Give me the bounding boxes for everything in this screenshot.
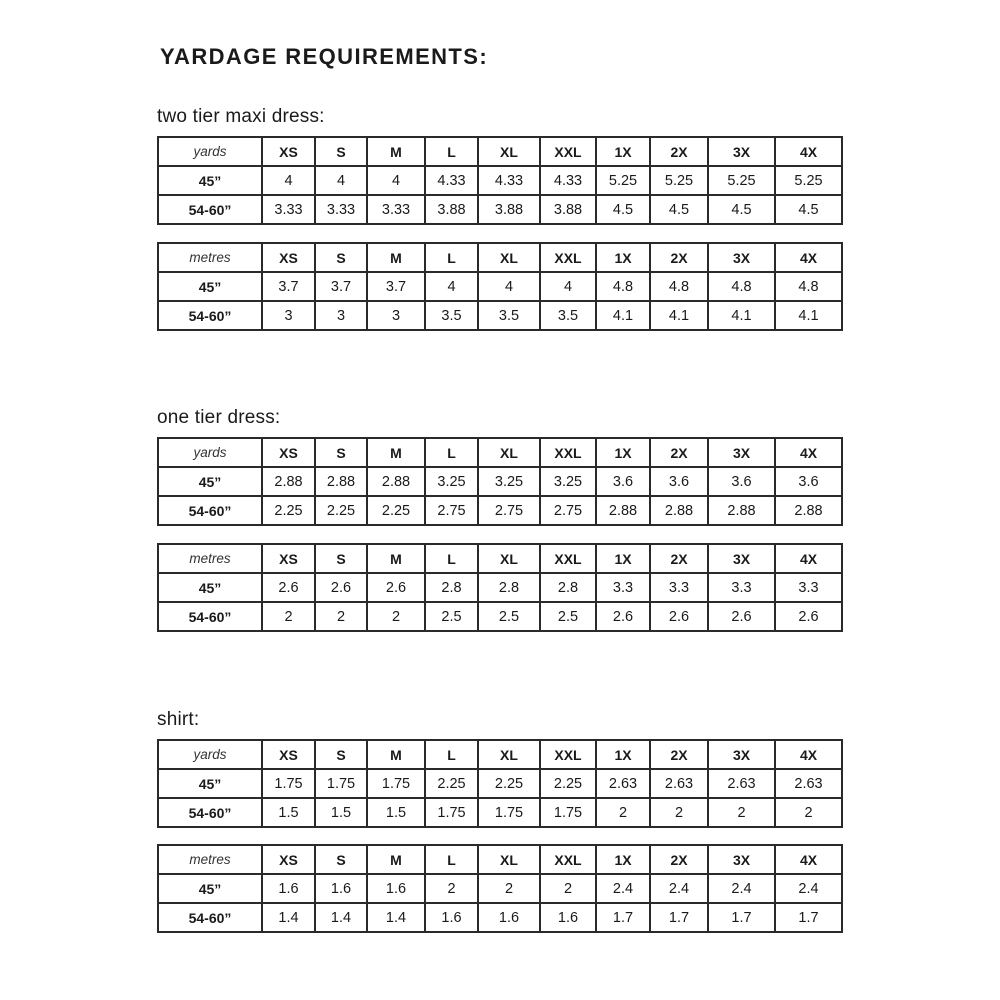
value-cell: 1.75 [425, 798, 478, 827]
fabric-width-label: 45” [158, 467, 262, 496]
value-cell: 2.63 [775, 769, 842, 798]
value-cell: 4 [478, 272, 540, 301]
value-cell: 5.25 [775, 166, 842, 195]
value-cell: 1.75 [262, 769, 315, 798]
value-cell: 2 [262, 602, 315, 631]
value-cell: 2.4 [708, 874, 775, 903]
size-header: XXL [540, 137, 596, 166]
value-cell: 3.5 [540, 301, 596, 330]
value-cell: 2.4 [775, 874, 842, 903]
value-cell: 3.25 [540, 467, 596, 496]
table-row [158, 166, 842, 195]
value-cell: 2 [367, 602, 425, 631]
value-cell: 4.5 [596, 195, 650, 224]
value-cell: 2.75 [478, 496, 540, 525]
value-cell: 3.88 [425, 195, 478, 224]
value-cell: 3.7 [367, 272, 425, 301]
table-row [158, 573, 842, 602]
value-cell: 1.6 [478, 903, 540, 932]
size-header: XXL [540, 845, 596, 874]
value-cell: 2.63 [708, 769, 775, 798]
value-cell: 2.88 [596, 496, 650, 525]
value-cell: 2.8 [425, 573, 478, 602]
table-row [158, 769, 842, 798]
size-header: M [367, 243, 425, 272]
size-header: L [425, 845, 478, 874]
size-header: 4X [775, 544, 842, 573]
header-row [158, 544, 842, 573]
fabric-width-label: 45” [158, 573, 262, 602]
unit-label: yards [158, 438, 262, 467]
size-header: S [315, 544, 367, 573]
size-header: 2X [650, 544, 708, 573]
size-header: 2X [650, 845, 708, 874]
value-cell: 2.25 [367, 496, 425, 525]
fabric-width-label: 54-60” [158, 798, 262, 827]
value-cell: 2.25 [478, 769, 540, 798]
section-title-two-tier-maxi-dress: two tier maxi dress: [157, 106, 325, 127]
size-header: M [367, 740, 425, 769]
shirt-metres-table [157, 844, 843, 933]
unit-label: yards [158, 740, 262, 769]
size-header: 2X [650, 137, 708, 166]
size-header: XL [478, 137, 540, 166]
size-header: 1X [596, 544, 650, 573]
value-cell: 2.88 [775, 496, 842, 525]
value-cell: 2.88 [315, 467, 367, 496]
size-header: M [367, 438, 425, 467]
header-row [158, 845, 842, 874]
value-cell: 3.6 [775, 467, 842, 496]
size-header: 1X [596, 438, 650, 467]
value-cell: 1.6 [540, 903, 596, 932]
value-cell: 3.6 [650, 467, 708, 496]
value-cell: 2.6 [367, 573, 425, 602]
value-cell: 4.1 [650, 301, 708, 330]
value-cell: 2.6 [775, 602, 842, 631]
value-cell: 4 [315, 166, 367, 195]
value-cell: 4.1 [596, 301, 650, 330]
header-row [158, 243, 842, 272]
value-cell: 3.88 [540, 195, 596, 224]
value-cell: 4.8 [708, 272, 775, 301]
value-cell: 1.75 [478, 798, 540, 827]
page-title: YARDAGE REQUIREMENTS: [160, 44, 489, 69]
size-header: S [315, 137, 367, 166]
value-cell: 3.3 [650, 573, 708, 602]
two-tier-yards-table [157, 136, 843, 225]
value-cell: 3.7 [315, 272, 367, 301]
value-cell: 1.4 [262, 903, 315, 932]
size-header: S [315, 845, 367, 874]
size-header: XS [262, 544, 315, 573]
header-row [158, 438, 842, 467]
size-header: XL [478, 845, 540, 874]
unit-label: metres [158, 845, 262, 874]
table-row [158, 798, 842, 827]
value-cell: 3.33 [315, 195, 367, 224]
value-cell: 4.1 [775, 301, 842, 330]
value-cell: 1.4 [315, 903, 367, 932]
size-header: M [367, 544, 425, 573]
unit-label: yards [158, 137, 262, 166]
fabric-width-label: 54-60” [158, 195, 262, 224]
fabric-width-label: 54-60” [158, 903, 262, 932]
unit-label: metres [158, 243, 262, 272]
value-cell: 3.33 [262, 195, 315, 224]
value-cell: 3.25 [478, 467, 540, 496]
value-cell: 2.4 [596, 874, 650, 903]
size-header: 4X [775, 137, 842, 166]
value-cell: 1.5 [367, 798, 425, 827]
value-cell: 2.6 [650, 602, 708, 631]
value-cell: 3.33 [367, 195, 425, 224]
size-header: XL [478, 740, 540, 769]
value-cell: 1.7 [596, 903, 650, 932]
size-header: XS [262, 137, 315, 166]
value-cell: 1.4 [367, 903, 425, 932]
value-cell: 2.75 [425, 496, 478, 525]
value-cell: 3.3 [708, 573, 775, 602]
value-cell: 4 [425, 272, 478, 301]
value-cell: 2 [708, 798, 775, 827]
size-header: 4X [775, 845, 842, 874]
value-cell: 2.8 [540, 573, 596, 602]
value-cell: 3.88 [478, 195, 540, 224]
value-cell: 2 [596, 798, 650, 827]
value-cell: 2.75 [540, 496, 596, 525]
size-header: 3X [708, 740, 775, 769]
fabric-width-label: 45” [158, 166, 262, 195]
value-cell: 2 [425, 874, 478, 903]
size-header: M [367, 137, 425, 166]
value-cell: 4.33 [540, 166, 596, 195]
value-cell: 1.75 [315, 769, 367, 798]
size-header: XXL [540, 544, 596, 573]
value-cell: 1.7 [775, 903, 842, 932]
size-header: XL [478, 243, 540, 272]
value-cell: 1.6 [315, 874, 367, 903]
value-cell: 2.5 [540, 602, 596, 631]
value-cell: 3 [367, 301, 425, 330]
size-header: 3X [708, 438, 775, 467]
value-cell: 3.5 [425, 301, 478, 330]
table-row [158, 467, 842, 496]
size-header: 4X [775, 740, 842, 769]
value-cell: 2.25 [540, 769, 596, 798]
size-header: 3X [708, 243, 775, 272]
size-header: L [425, 438, 478, 467]
value-cell: 3.6 [708, 467, 775, 496]
value-cell: 5.25 [596, 166, 650, 195]
size-header: 4X [775, 438, 842, 467]
value-cell: 2.25 [425, 769, 478, 798]
fabric-width-label: 54-60” [158, 301, 262, 330]
value-cell: 1.6 [367, 874, 425, 903]
one-tier-yards-table [157, 437, 843, 526]
size-header: XS [262, 243, 315, 272]
two-tier-metres-table [157, 242, 843, 331]
value-cell: 3 [315, 301, 367, 330]
value-cell: 3.5 [478, 301, 540, 330]
value-cell: 4 [540, 272, 596, 301]
value-cell: 1.6 [425, 903, 478, 932]
value-cell: 2 [315, 602, 367, 631]
value-cell: 3.7 [262, 272, 315, 301]
size-header: XS [262, 438, 315, 467]
table-row [158, 301, 842, 330]
size-header: 3X [708, 845, 775, 874]
table-row [158, 602, 842, 631]
size-header: XS [262, 740, 315, 769]
size-header: L [425, 544, 478, 573]
value-cell: 2.88 [367, 467, 425, 496]
value-cell: 4.8 [775, 272, 842, 301]
table-row [158, 903, 842, 932]
section-title-shirt: shirt: [157, 709, 200, 730]
value-cell: 1.75 [540, 798, 596, 827]
size-header: XXL [540, 438, 596, 467]
fabric-width-label: 45” [158, 874, 262, 903]
value-cell: 2 [650, 798, 708, 827]
size-header: 3X [708, 137, 775, 166]
size-header: 2X [650, 243, 708, 272]
table-row [158, 272, 842, 301]
size-header: L [425, 243, 478, 272]
table-row [158, 874, 842, 903]
value-cell: 5.25 [708, 166, 775, 195]
value-cell: 2.8 [478, 573, 540, 602]
size-header: XXL [540, 243, 596, 272]
value-cell: 1.6 [262, 874, 315, 903]
table-row [158, 496, 842, 525]
size-header: 1X [596, 740, 650, 769]
value-cell: 2.6 [262, 573, 315, 602]
value-cell: 2 [540, 874, 596, 903]
value-cell: 4.33 [478, 166, 540, 195]
value-cell: 1.7 [650, 903, 708, 932]
size-header: XL [478, 544, 540, 573]
value-cell: 4.8 [596, 272, 650, 301]
value-cell: 4.5 [775, 195, 842, 224]
value-cell: 3.3 [596, 573, 650, 602]
value-cell: 2.6 [315, 573, 367, 602]
value-cell: 2.5 [425, 602, 478, 631]
unit-label: metres [158, 544, 262, 573]
header-row [158, 137, 842, 166]
value-cell: 1.7 [708, 903, 775, 932]
size-header: M [367, 845, 425, 874]
value-cell: 2 [478, 874, 540, 903]
fabric-width-label: 54-60” [158, 496, 262, 525]
fabric-width-label: 54-60” [158, 602, 262, 631]
value-cell: 2.6 [708, 602, 775, 631]
value-cell: 3.3 [775, 573, 842, 602]
value-cell: 2 [775, 798, 842, 827]
value-cell: 5.25 [650, 166, 708, 195]
value-cell: 2.6 [596, 602, 650, 631]
size-header: 2X [650, 740, 708, 769]
size-header: S [315, 740, 367, 769]
fabric-width-label: 45” [158, 769, 262, 798]
size-header: L [425, 740, 478, 769]
value-cell: 2.63 [596, 769, 650, 798]
size-header: L [425, 137, 478, 166]
section-title-one-tier-dress: one tier dress: [157, 407, 281, 428]
size-header: 1X [596, 243, 650, 272]
size-header: 1X [596, 137, 650, 166]
value-cell: 1.5 [315, 798, 367, 827]
value-cell: 3.6 [596, 467, 650, 496]
value-cell: 1.75 [367, 769, 425, 798]
value-cell: 4.5 [708, 195, 775, 224]
fabric-width-label: 45” [158, 272, 262, 301]
value-cell: 4.5 [650, 195, 708, 224]
size-header: 3X [708, 544, 775, 573]
value-cell: 4.33 [425, 166, 478, 195]
size-header: 4X [775, 243, 842, 272]
value-cell: 2.88 [708, 496, 775, 525]
value-cell: 2.25 [262, 496, 315, 525]
size-header: XS [262, 845, 315, 874]
value-cell: 4.8 [650, 272, 708, 301]
value-cell: 4 [262, 166, 315, 195]
size-header: S [315, 438, 367, 467]
value-cell: 2.5 [478, 602, 540, 631]
header-row [158, 740, 842, 769]
shirt-yards-table [157, 739, 843, 828]
value-cell: 2.63 [650, 769, 708, 798]
value-cell: 4.1 [708, 301, 775, 330]
value-cell: 3.25 [425, 467, 478, 496]
size-header: 2X [650, 438, 708, 467]
table-row [158, 195, 842, 224]
size-header: S [315, 243, 367, 272]
value-cell: 2.4 [650, 874, 708, 903]
value-cell: 2.25 [315, 496, 367, 525]
value-cell: 3 [262, 301, 315, 330]
value-cell: 2.88 [262, 467, 315, 496]
value-cell: 1.5 [262, 798, 315, 827]
size-header: XXL [540, 740, 596, 769]
size-header: 1X [596, 845, 650, 874]
value-cell: 2.88 [650, 496, 708, 525]
value-cell: 4 [367, 166, 425, 195]
size-header: XL [478, 438, 540, 467]
one-tier-metres-table [157, 543, 843, 632]
